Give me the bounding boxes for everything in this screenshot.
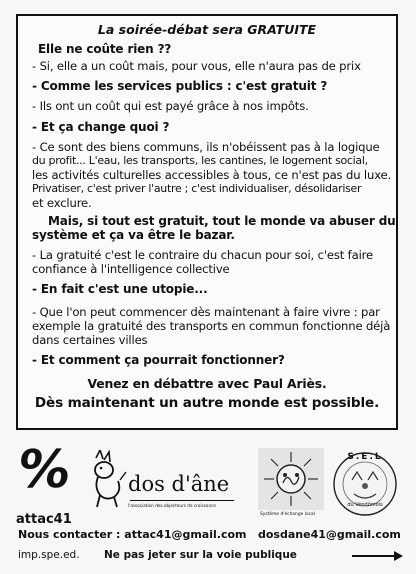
answer-3-line-4: Privatiser, c'est priver l'autre ; c'est individualiser, désolidariser: [32, 182, 362, 195]
answer-5-line-1: - Que l'on peut commencer dès maintenant à faire vivre : par: [32, 305, 380, 319]
rsl-logo: [256, 448, 326, 520]
answer-5-line-2: exemple la gratuité des transports en commun fonctionne déjà: [32, 319, 391, 333]
sel-caption: du Vendômois: [347, 502, 383, 508]
slogan-line: Dès maintenant un autre monde est possible.: [34, 395, 380, 411]
question-6: - Et comment ça pourrait fonctionner?: [32, 353, 285, 367]
rsl-caption: Système d'échange local: [260, 512, 315, 517]
attac-percent-symbol: %: [13, 440, 75, 500]
sun-icon: [258, 448, 324, 510]
question-4-line-1: Mais, si tout est gratuit, tout le monde va abuser du: [48, 214, 396, 228]
disposal-notice: Ne pas jeter sur la voie publique: [104, 549, 297, 561]
contact-label[interactable]: Nous contacter : attac41@gmail.com: [18, 528, 247, 541]
answer-3-line-1: - Ce sont des biens communs, ils n'obéissent pas à la logique: [32, 140, 380, 154]
question-1: Elle ne coûte rien ??: [38, 42, 172, 56]
question-3: - Et ça change quoi ?: [32, 120, 170, 134]
arrow-right-icon: [352, 550, 404, 562]
dos-dane-underline: [130, 500, 234, 501]
attac-name: attac41: [16, 512, 72, 527]
answer-4-line-2: confiance à l'intelligence collective: [32, 262, 230, 276]
dos-dane-tagline: l'association des objecteurs de croissance: [128, 503, 216, 508]
flyer-title: La soirée-débat sera GRATUITE: [97, 22, 317, 37]
question-5: - En fait c'est une utopie...: [32, 282, 208, 296]
sel-letters: S.E.L: [347, 452, 383, 462]
answer-2: - Ils ont un coût qui est payé grâce à nos impôts.: [32, 99, 309, 113]
attac-logo: [13, 440, 78, 527]
contact-email-2[interactable]: dosdane41@gmail.com: [258, 528, 401, 541]
answer-4-line-1: - La gratuité c'est le contraire du chacun pour soi, c'est faire: [32, 248, 373, 262]
donkey-icon: [84, 450, 130, 510]
dos-dane-logo: [84, 450, 244, 520]
question-4-line-2: système et ça va être le bazar.: [32, 228, 235, 242]
sel-logo: [332, 450, 402, 522]
answer-1: - Si, elle a un coût mais, pour vous, elle n'aura pas de prix: [32, 59, 361, 73]
question-2: - Comme les services publics : c'est gratuit ?: [32, 79, 328, 93]
answer-3-line-2: du profit... L'eau, les transports, les cantines, le logement social,: [32, 154, 368, 167]
flyer-text-box: [16, 14, 398, 430]
answer-3-line-3: les activités culturelles accessibles à tous, ce n'est pas du luxe.: [32, 168, 392, 182]
printer-credit: imp.spe.ed.: [18, 549, 80, 561]
invitation-line: Venez en débattre avec Paul Ariès.: [87, 376, 327, 391]
dos-dane-name: dos d'âne: [128, 472, 230, 496]
answer-5-line-3: dans certaines villes: [32, 333, 148, 347]
answer-3-line-5: et exclure.: [32, 196, 92, 210]
